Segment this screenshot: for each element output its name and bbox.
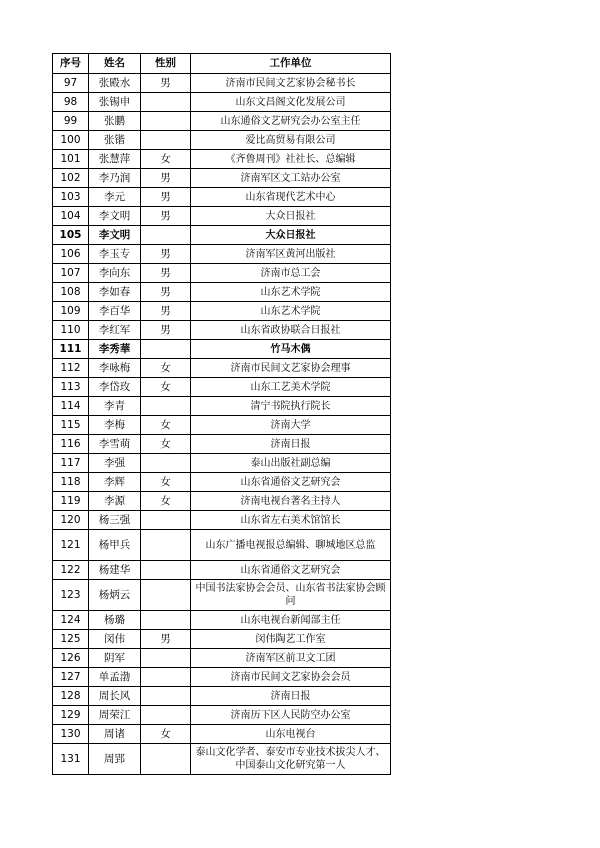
cell-gender — [141, 454, 191, 473]
cell-name: 单孟渤 — [89, 668, 141, 687]
table-row — [53, 264, 391, 283]
cell-unit: 山东省现代艺术中心 — [191, 188, 391, 207]
table-row — [53, 473, 391, 492]
table-row — [53, 378, 391, 397]
table-row — [53, 580, 391, 611]
table-row — [53, 630, 391, 649]
cell-gender — [141, 611, 191, 630]
cell-gender: 男 — [141, 302, 191, 321]
table-row — [53, 435, 391, 454]
cell-gender — [141, 93, 191, 112]
cell-unit: 山东艺术学院 — [191, 302, 391, 321]
cell-name: 李如春 — [89, 283, 141, 302]
cell-no: 97 — [53, 74, 89, 93]
header-no: 序号 — [53, 54, 89, 74]
cell-no: 131 — [53, 744, 89, 775]
cell-no: 115 — [53, 416, 89, 435]
cell-name: 张殿水 — [89, 74, 141, 93]
table-row — [53, 150, 391, 169]
cell-gender: 女 — [141, 473, 191, 492]
cell-unit: 山东省政协联合日报社 — [191, 321, 391, 340]
cell-name: 李梅 — [89, 416, 141, 435]
table-row — [53, 112, 391, 131]
cell-name: 周郢 — [89, 744, 141, 775]
cell-unit: 泰山出版社副总编 — [191, 454, 391, 473]
cell-name: 杨璐 — [89, 611, 141, 630]
cell-name: 周长风 — [89, 687, 141, 706]
cell-unit: 济南日报 — [191, 435, 391, 454]
cell-no: 119 — [53, 492, 89, 511]
cell-no: 106 — [53, 245, 89, 264]
cell-no: 112 — [53, 359, 89, 378]
cell-no: 108 — [53, 283, 89, 302]
table-row — [53, 492, 391, 511]
cell-no: 126 — [53, 649, 89, 668]
cell-no: 123 — [53, 580, 89, 611]
cell-name: 李岱玫 — [89, 378, 141, 397]
roster-body — [53, 74, 391, 775]
cell-unit: 大众日报社 — [191, 207, 391, 226]
cell-gender: 男 — [141, 169, 191, 188]
cell-name: 李文明 — [89, 207, 141, 226]
table-row — [53, 93, 391, 112]
header-row — [53, 54, 391, 74]
cell-name: 杨甲兵 — [89, 530, 141, 561]
cell-no: 120 — [53, 511, 89, 530]
table-row — [53, 454, 391, 473]
cell-gender: 男 — [141, 74, 191, 93]
cell-no: 127 — [53, 668, 89, 687]
table-row — [53, 359, 391, 378]
cell-name: 李向东 — [89, 264, 141, 283]
table-row — [53, 169, 391, 188]
roster-table — [52, 53, 391, 775]
table-row — [53, 611, 391, 630]
cell-gender — [141, 397, 191, 416]
cell-unit: 山东工艺美术学院 — [191, 378, 391, 397]
cell-name: 李青 — [89, 397, 141, 416]
cell-gender: 女 — [141, 359, 191, 378]
cell-unit: 山东省左右美术馆馆长 — [191, 511, 391, 530]
cell-name: 杨三强 — [89, 511, 141, 530]
table-row — [53, 561, 391, 580]
table-row — [53, 744, 391, 775]
table-row — [53, 188, 391, 207]
table-row — [53, 687, 391, 706]
cell-gender: 女 — [141, 492, 191, 511]
cell-unit: 山东通俗文艺研究会办公室主任 — [191, 112, 391, 131]
cell-name: 李元 — [89, 188, 141, 207]
cell-unit: 济南军区前卫文工团 — [191, 649, 391, 668]
table-row — [53, 511, 391, 530]
cell-unit: 济南市民间文艺家协会秘书长 — [191, 74, 391, 93]
cell-name: 李雪萌 — [89, 435, 141, 454]
table-row — [53, 397, 391, 416]
cell-name: 李文明 — [89, 226, 141, 245]
cell-name: 周诸 — [89, 725, 141, 744]
cell-unit: 爱比高贸易有限公司 — [191, 131, 391, 150]
cell-name: 杨建华 — [89, 561, 141, 580]
cell-no: 116 — [53, 435, 89, 454]
table-row — [53, 302, 391, 321]
cell-name: 闵伟 — [89, 630, 141, 649]
cell-no: 104 — [53, 207, 89, 226]
cell-no: 100 — [53, 131, 89, 150]
cell-unit: 大众日报社 — [191, 226, 391, 245]
cell-no: 130 — [53, 725, 89, 744]
cell-no: 122 — [53, 561, 89, 580]
cell-gender — [141, 706, 191, 725]
header-unit: 工作单位 — [191, 54, 391, 74]
cell-no: 111 — [53, 340, 89, 359]
cell-gender — [141, 131, 191, 150]
cell-no: 101 — [53, 150, 89, 169]
cell-gender: 女 — [141, 435, 191, 454]
table-row — [53, 530, 391, 561]
cell-no: 129 — [53, 706, 89, 725]
cell-unit: 济南日报 — [191, 687, 391, 706]
cell-unit: 山东电视台 — [191, 725, 391, 744]
cell-gender — [141, 561, 191, 580]
cell-gender — [141, 649, 191, 668]
cell-unit: 济南历下区人民防空办公室 — [191, 706, 391, 725]
cell-gender: 女 — [141, 725, 191, 744]
cell-name: 李咏梅 — [89, 359, 141, 378]
cell-unit: 济南军区文工站办公室 — [191, 169, 391, 188]
cell-no: 99 — [53, 112, 89, 131]
cell-name: 李秀華 — [89, 340, 141, 359]
cell-unit: 济南市总工会 — [191, 264, 391, 283]
cell-gender: 女 — [141, 378, 191, 397]
cell-gender: 男 — [141, 245, 191, 264]
cell-gender — [141, 580, 191, 611]
cell-unit: 竹马木偶 — [191, 340, 391, 359]
cell-gender — [141, 668, 191, 687]
cell-gender — [141, 340, 191, 359]
cell-unit: 山东省通俗文艺研究会 — [191, 561, 391, 580]
table-row — [53, 649, 391, 668]
cell-unit: 济南大学 — [191, 416, 391, 435]
cell-unit: 闵伟陶艺工作室 — [191, 630, 391, 649]
cell-name: 周荣江 — [89, 706, 141, 725]
cell-gender — [141, 511, 191, 530]
cell-gender: 男 — [141, 264, 191, 283]
cell-unit: 山东省通俗文艺研究会 — [191, 473, 391, 492]
cell-unit: 《齐鲁周刊》社社长、总编辑 — [191, 150, 391, 169]
cell-no: 114 — [53, 397, 89, 416]
cell-no: 109 — [53, 302, 89, 321]
cell-unit: 清宁书院执行院长 — [191, 397, 391, 416]
cell-gender: 男 — [141, 321, 191, 340]
cell-unit: 济南军区黄河出版社 — [191, 245, 391, 264]
table-row — [53, 340, 391, 359]
cell-name: 李强 — [89, 454, 141, 473]
cell-gender — [141, 530, 191, 561]
cell-unit: 山东文昌阁文化发展公司 — [191, 93, 391, 112]
cell-name: 张锴 — [89, 131, 141, 150]
cell-unit: 济南市民间文艺家协会理事 — [191, 359, 391, 378]
table-row — [53, 416, 391, 435]
cell-gender — [141, 744, 191, 775]
cell-unit: 山东广播电视报总编辑、聊城地区总监 — [191, 530, 391, 561]
cell-no: 113 — [53, 378, 89, 397]
cell-gender — [141, 687, 191, 706]
table-row — [53, 706, 391, 725]
cell-gender: 男 — [141, 188, 191, 207]
cell-gender: 女 — [141, 150, 191, 169]
cell-unit: 泰山文化学者、泰安市专业技术拔尖人才、中国泰山文化研究第一人 — [191, 744, 391, 775]
cell-gender: 男 — [141, 207, 191, 226]
cell-name: 李玉专 — [89, 245, 141, 264]
cell-name: 李百华 — [89, 302, 141, 321]
header-name: 姓名 — [89, 54, 141, 74]
cell-name: 阴军 — [89, 649, 141, 668]
cell-unit: 济南电视台著名主持人 — [191, 492, 391, 511]
table-row — [53, 131, 391, 150]
cell-no: 121 — [53, 530, 89, 561]
table-row — [53, 74, 391, 93]
cell-gender — [141, 112, 191, 131]
cell-name: 李辉 — [89, 473, 141, 492]
cell-unit: 中国书法家协会会员、山东省书法家协会顾问 — [191, 580, 391, 611]
cell-gender: 男 — [141, 630, 191, 649]
cell-name: 杨炳云 — [89, 580, 141, 611]
cell-no: 125 — [53, 630, 89, 649]
table-row — [53, 321, 391, 340]
table-row — [53, 245, 391, 264]
cell-no: 124 — [53, 611, 89, 630]
cell-no: 98 — [53, 93, 89, 112]
cell-gender — [141, 226, 191, 245]
cell-no: 102 — [53, 169, 89, 188]
table-row — [53, 207, 391, 226]
table-row — [53, 725, 391, 744]
table-row — [53, 226, 391, 245]
cell-no: 118 — [53, 473, 89, 492]
cell-gender: 男 — [141, 283, 191, 302]
cell-name: 张锡申 — [89, 93, 141, 112]
cell-name: 李源 — [89, 492, 141, 511]
cell-name: 李乃润 — [89, 169, 141, 188]
cell-no: 128 — [53, 687, 89, 706]
cell-unit: 山东电视台新闻部主任 — [191, 611, 391, 630]
cell-no: 103 — [53, 188, 89, 207]
cell-unit: 山东艺术学院 — [191, 283, 391, 302]
table-row — [53, 283, 391, 302]
cell-no: 107 — [53, 264, 89, 283]
cell-name: 李红军 — [89, 321, 141, 340]
header-gender: 性别 — [141, 54, 191, 74]
cell-no: 117 — [53, 454, 89, 473]
table-row — [53, 668, 391, 687]
cell-name: 张慧萍 — [89, 150, 141, 169]
cell-unit: 济南市民间文艺家协会会员 — [191, 668, 391, 687]
cell-gender: 女 — [141, 416, 191, 435]
cell-name: 张鹏 — [89, 112, 141, 131]
cell-no: 105 — [53, 226, 89, 245]
cell-no: 110 — [53, 321, 89, 340]
